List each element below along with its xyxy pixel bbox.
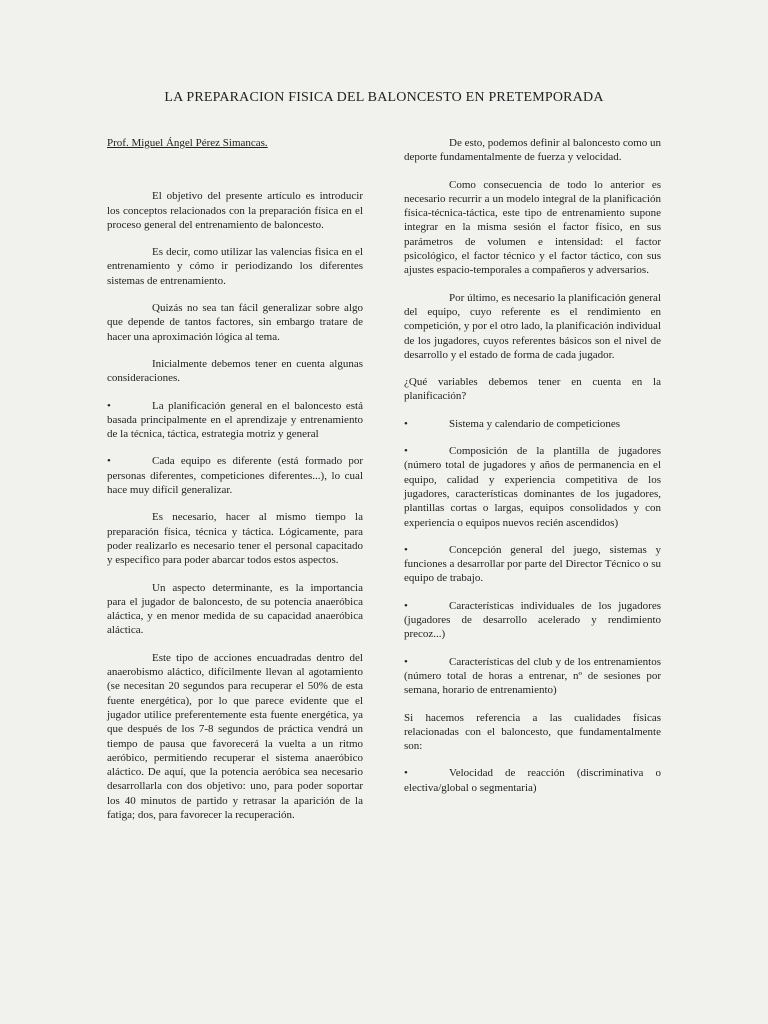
bullet-item: [107, 399, 363, 442]
page-title: LA PREPARACION FISICA DEL BALONCESTO EN PRETEMPORADA: [164, 90, 604, 105]
bullet-icon: •: [404, 543, 408, 556]
bullet-item: [107, 454, 363, 497]
paragraph: Quizás no sea tan fácil generalizar sobre algo que depende de tantos factores, sin embargo tratare de hacer una aproximación lógica al tema.: [107, 302, 363, 343]
bullet-text: Velocidad de reacción (discriminativa o electiva/global o segmentaria): [404, 767, 661, 794]
bullet-text: Sistema y calendario de competiciones: [449, 417, 621, 430]
paragraph: Es decir, como utilizar las valencias fisica en el entrenamiento y cómo ir periodizando los diferentes sistemas de entrenamiento.: [107, 246, 363, 287]
bullet-text: La planificación general en el baloncesto está basada principalmente en el aprendizaje y entrenamiento de la técnica, táctica, estrategia motriz y general: [107, 399, 363, 441]
paragraph: Inicialmente debemos tener en cuenta algunas consideraciones.: [107, 357, 363, 385]
bullet-icon: •: [404, 599, 408, 612]
paragraph: Es necesario, hacer al mismo tiempo la preparación física, técnica y táctica. Lógicamente, para poder realizarlo es necesario tener el personal capacitado y específico para poder abarcar todos estos aspectos.: [107, 511, 363, 567]
bullet-icon: •: [404, 445, 408, 458]
bullet-text: Características individuales de los jugadores (jugadores de desarrollo acelerado y rendimiento precoz...): [404, 599, 661, 641]
bullet-icon: •: [107, 455, 111, 468]
left-column: [107, 136, 363, 835]
paragraph: Este tipo de acciones encuadradas dentro del anaerobismo aláctico, difícilmente llevan al agotamiento (se necesitan 20 segundos para recuperar el 50% de esta fuente energética), por lo que parece evidente que el jugador utilice preferentemente esta fuente energética, ya que después de los 7-8 segundos de práctica vendrá un tiempo de pausa que favorecerá la vuelta a un ritmo aeróbico, permitiendo recuperar el sistema anaeróbico aláctico. De aquí, que la potencia aeróbica sea necesario desarrollarla con dos objetivo: uno, para poder soportar los 40 minutos de partido y retrasar la aparición de la fatiga; dos, para favorecer la recuperación.: [107, 651, 363, 821]
bullet-icon: •: [404, 767, 408, 780]
author-line: Prof. Miguel Ángel Pérez Simancas.: [107, 137, 268, 149]
paragraph: Como consecuencia de todo lo anterior es necesario recurrir a un modelo integral de la planificación física-técnica-táctica, este tipo de entrenamiento supone integrar en la misma sesión el factor físico, en sus parámetros de volumen e intensidad: el factor psicológico, el factor técnico y el factor táctico, con sus ajustes espacio-temporales a compañeros y adversarios.: [404, 178, 661, 277]
paragraph: De esto, podemos definir al baloncesto como un deporte fundamentalmente de fuerza y velocidad.: [404, 137, 662, 164]
bullet-text: Cada equipo es diferente (está formado por personas diferentes, competiciones diferentes...), lo cual hace muy difícil generalizar.: [107, 455, 363, 497]
bullet-text: Composición de la plantilla de jugadores (número total de jugadores y años de permanencia en el equipo, calidad y experiencia competitiva de los jugadores, características dominantes de los jugadores, plantillas cortas o largas, equipos consolidados y con experiencia o equipos nuevos recién ascendidos): [404, 445, 661, 529]
bullet-item: [404, 543, 661, 586]
paragraph: El objetivo del presente artículo es introducir los conceptos relacionados con la preparación física en el proceso general del entrenamiento de baloncesto.: [107, 190, 363, 231]
bullet-icon: •: [107, 399, 111, 412]
bullet-item: [404, 655, 661, 698]
question-paragraph: ¿Qué variables debemos tener en cuenta en la planificación?: [404, 376, 661, 403]
bullet-item: [404, 766, 661, 795]
bullet-icon: •: [404, 417, 408, 430]
bullet-item: [404, 444, 661, 530]
bullet-item: [404, 599, 661, 642]
paragraph: Por último, es necesario la planificación general del equipo, cuyo referente es el rendimiento en competición, y por el otro lado, la planificación individual de los jugadores, cuyos referentes básicos son el nivel de desarrollo y el estado de forma de cada jugador.: [404, 291, 661, 361]
paragraph: Si hacemos referencia a las cualidades físicas relacionadas con el baloncesto, que fundamentalmente son:: [404, 711, 661, 753]
bullet-icon: •: [404, 655, 408, 668]
bullet-item: [404, 417, 661, 431]
right-column: [404, 136, 661, 808]
paragraph: Un aspecto determinante, es la importancia para el jugador de baloncesto, de su potencia anaeróbica aláctica, y en menor medida de su capacidad anaeróbica aláctica.: [107, 581, 363, 637]
bullet-text: Concepción general del juego, sistemas y funciones a desarrollar por parte del Director Técnico o su equipo de trabajo.: [404, 543, 661, 585]
bullet-text: Características del club y de los entrenamientos (número total de horas a entrenar, nº de sesiones por semana, horario de entrenamiento): [404, 655, 661, 697]
